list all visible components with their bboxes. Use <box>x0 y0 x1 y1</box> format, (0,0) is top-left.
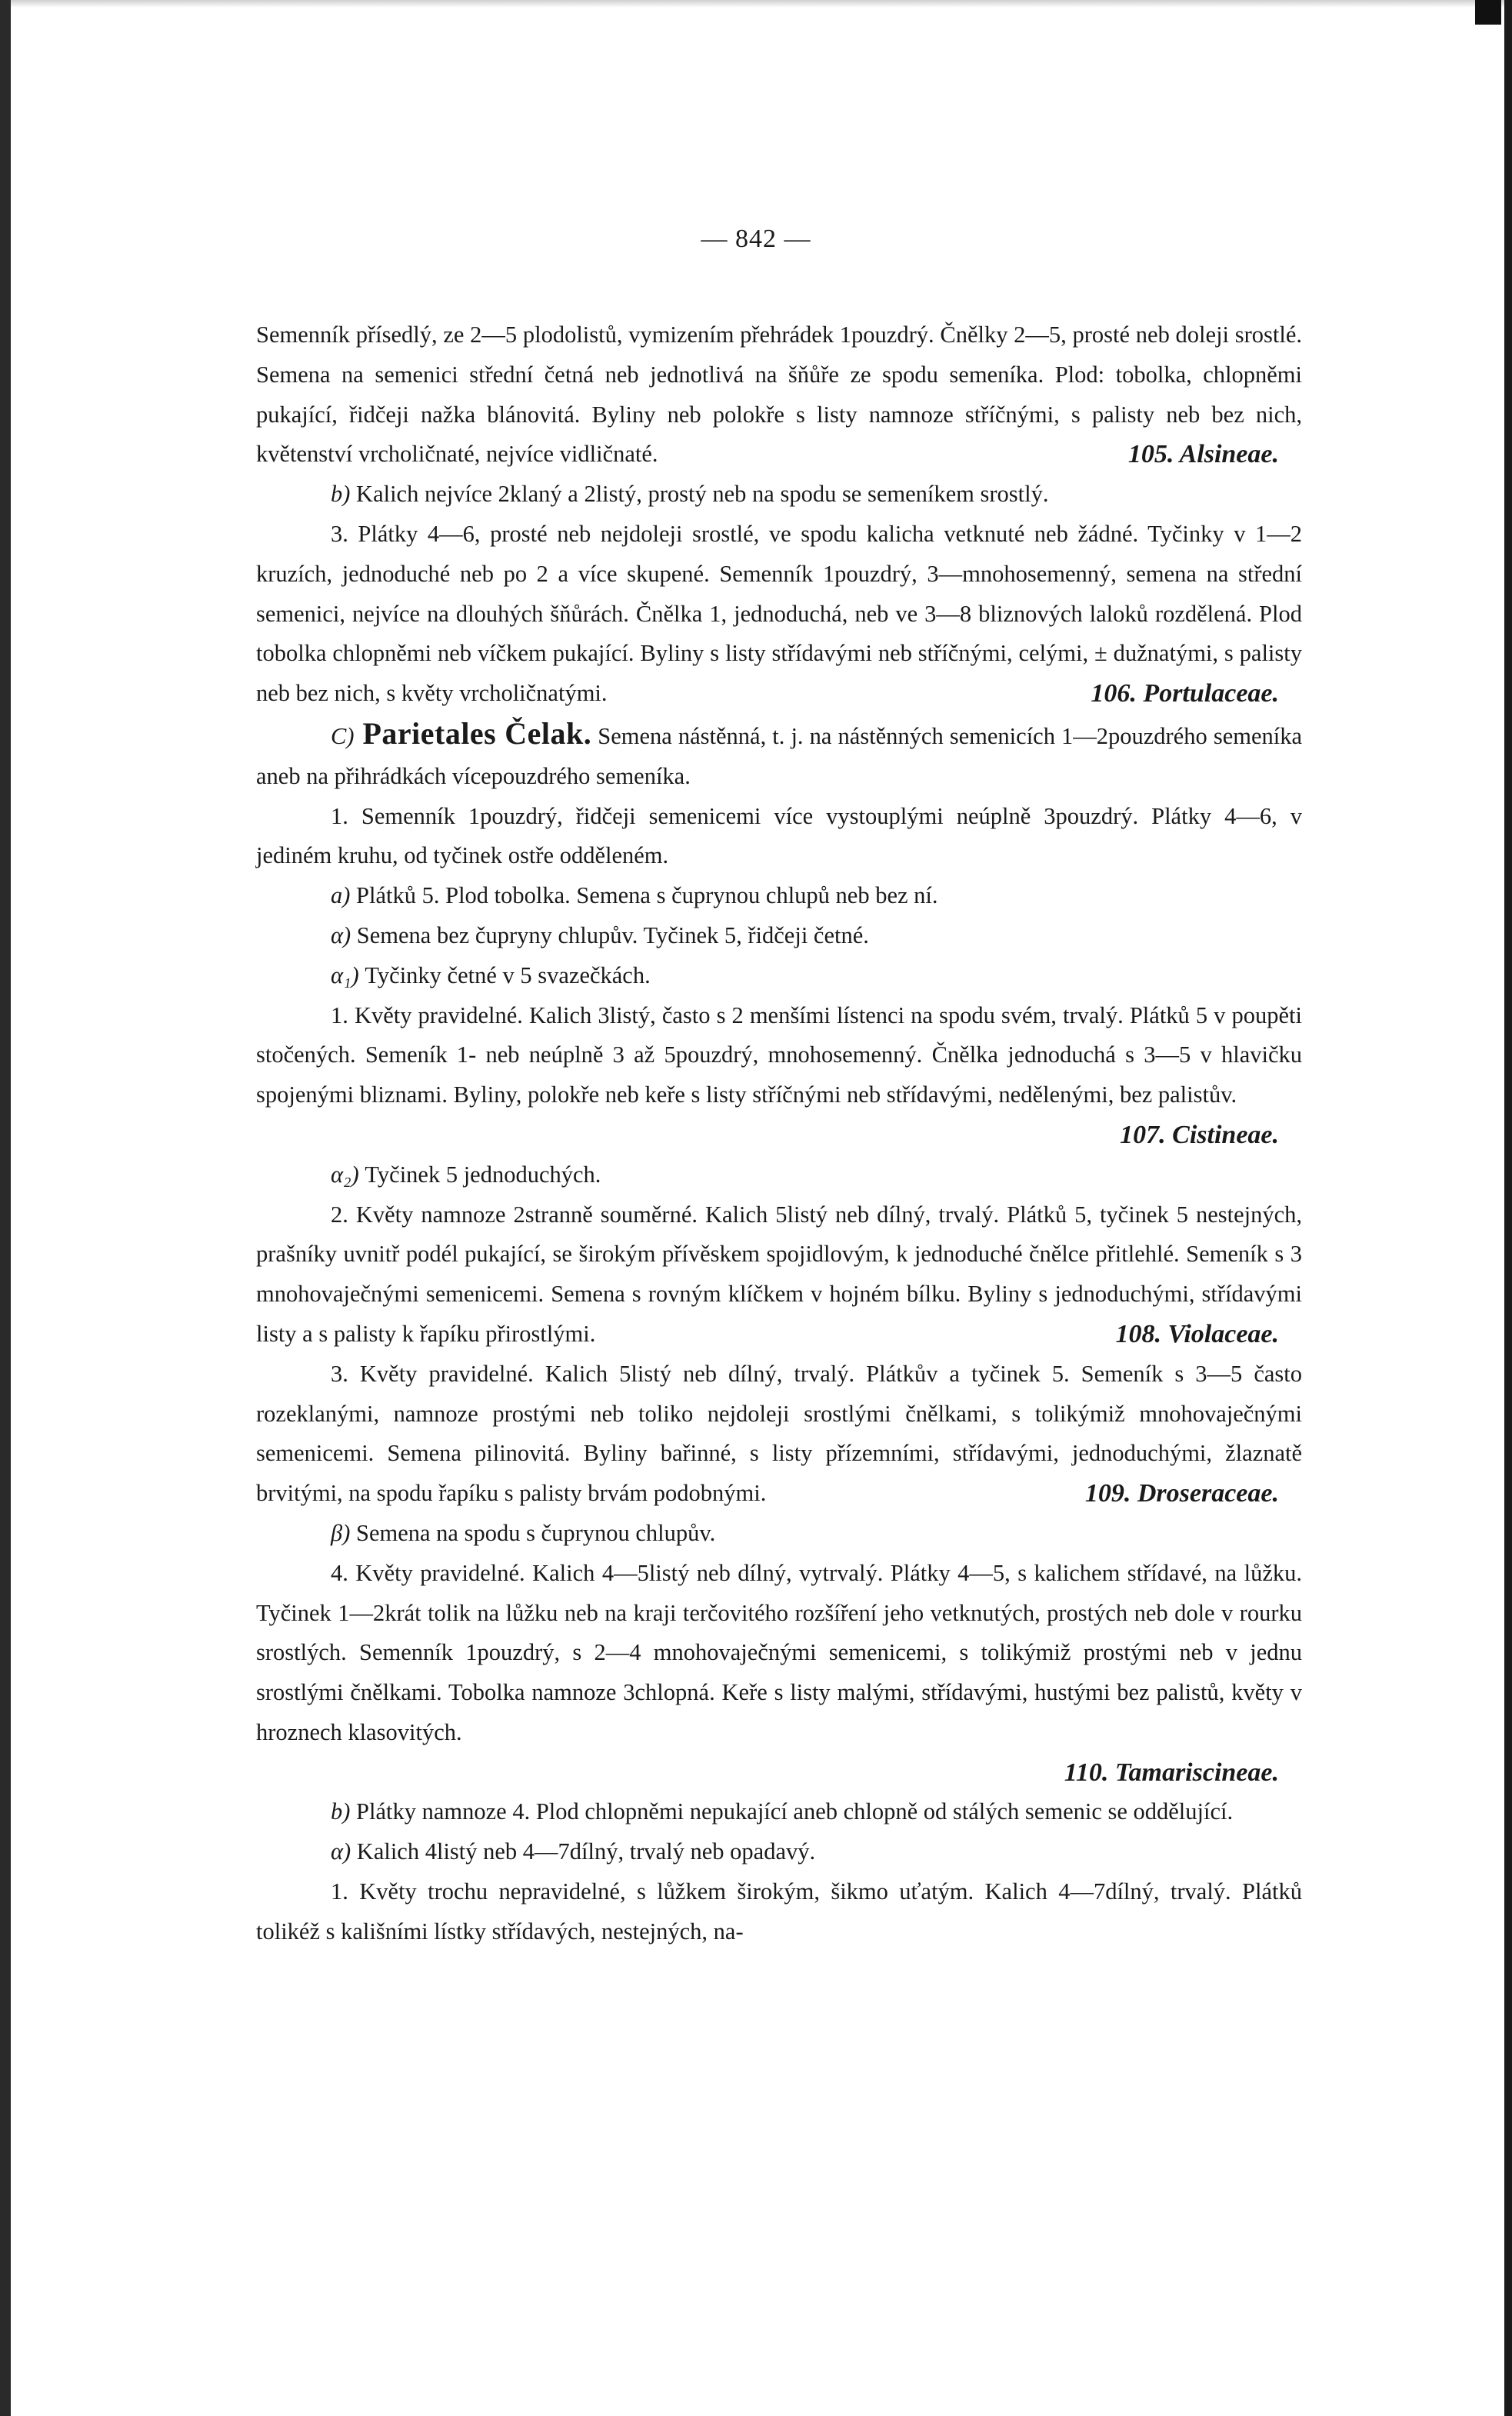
paragraph <box>256 1792 1302 1832</box>
paragraph-text: Plátků 5. Plod tobolka. Semena s čuprynou chlupů neb bez ní. <box>350 882 938 909</box>
paragraph <box>256 876 1302 916</box>
paragraph-text: Semena bez čupryny chlupův. Tyčinek 5, řidčeji četné. <box>351 921 869 948</box>
family-name: 106. Portulaceae. <box>1091 679 1279 708</box>
paragraph <box>256 1872 1302 1952</box>
paragraph-text: Semena na spodu s čuprynou chlupův. <box>350 1519 716 1546</box>
key-label: a) <box>331 882 351 909</box>
paragraph <box>256 797 1302 877</box>
paragraph-text: 2. Květy namnoze 2stranně souměrné. Kalich 5listý neb dílný, trvalý. Plátků 5, tyčinek 5 nestejných, prašníky uvnitř podél pukající, se širokým přívěskem spojidlovým, k jednoduché čnělce přitlehlé. Semeník s 3 mnohovaječnými semenicemi. Semena s rovným klíčkem v hojném bílku. Byliny s jednoduchými, střídavými listy a s palisty k řapíku přirostlými. <box>256 1201 1302 1347</box>
paragraph-text: 1. Květy pravidelné. Kalich 3listý, často s 2 menšími lístenci na spodu svém, trvalý. Plátků 5 v poupěti stočených. Semeník 1- neb neúplně 3 až 5pouzdrý, mnohosemenný. Čnělka jednoduchá s 3—5 v hlavičku spojenými bliznami. Byliny, polokře neb keře s listy stříčnými neb střídavými, nedělenými, bez palistův. <box>256 1001 1302 1108</box>
paragraph-text: Plátky namnoze 4. Plod chlopněmi nepukající aneb chlopně od stálých semenic se oddělující. <box>350 1798 1234 1825</box>
paragraph <box>256 1832 1302 1872</box>
scan-right-edge <box>1504 0 1512 2416</box>
key-label: α₁) <box>331 961 359 988</box>
paragraph-text: Kalich 4listý neb 4—7dílný, trvalý neb opadavý. <box>351 1838 816 1865</box>
paragraph <box>256 1355 1302 1514</box>
key-label: C) <box>331 722 355 749</box>
paragraph <box>256 475 1302 515</box>
paragraph-text: 3. Květy pravidelné. Kalich 5listý neb dílný, trvalý. Plátkův a tyčinek 5. Semeník s 3—5 často rozeklanými, namnoze prostými neb toliko nejdoleji srostlými čnělkami, s tolikýmiž mnohovaječnými semenicemi. Semena pilinovitá. Byliny bařinné, s listy přízemními, střídavými, jednoduchými, žlaznatě brvitými, na spodu řapíku s palisty brvám podobnými. <box>256 1360 1302 1507</box>
paragraph-text: Tyčinek 5 jednoduchých. <box>358 1161 601 1188</box>
paragraph-text: 1. Semenník 1pouzdrý, řidčeji semenicemi více vystouplými neúplně 3pouzdrý. Plátky 4—6, v jediném kruhu, od tyčinek ostře odděleném. <box>256 802 1302 869</box>
family-name: 108. Violaceae. <box>1115 1319 1279 1348</box>
family-name: 110. Tamariscineae. <box>1064 1758 1279 1787</box>
section-title: Parietales Čelak. <box>354 715 592 751</box>
family-name: 105. Alsineae. <box>1127 440 1279 469</box>
family-name: 107. Cistineae. <box>1120 1120 1279 1149</box>
paragraph <box>256 1554 1302 1793</box>
scan-left-edge <box>0 0 11 2416</box>
paragraph <box>256 1514 1302 1554</box>
paragraph-text: Tyčinky četné v 5 svazečkách. <box>358 961 651 988</box>
key-label: b) <box>331 481 351 508</box>
paragraph <box>256 916 1302 956</box>
key-label: α) <box>331 921 351 948</box>
page-number: — 842 — <box>701 225 811 253</box>
paragraph <box>256 996 1302 1155</box>
paragraph-text: 4. Květy pravidelné. Kalich 4—5listý neb dílný, vytrvalý. Plátky 4—5, s kalichem střídavé, na lůžku. Tyčinek 1—2krát tolik na lůžku neb na kraji terčovitého rozšíření jeho vetknutých, prostých neb dole v rourku srostlých. Semenník 1pouzdrý, s 2—4 mnohovaječnými semenicemi, s tolikýmiž prostými neb v jednu srostlými čnělkami. Tobolka namnoze 3chlopná. Keře s listy malými, střídavými, hustými bez palistů, květy v hroznech klasovitých. <box>256 1559 1302 1745</box>
scan-corner-mark <box>1475 0 1501 25</box>
paragraph <box>256 714 1302 797</box>
paragraph-text: Kalich nejvíce 2klaný a 2listý, prostý neb na spodu se semeníkem srostlý. <box>350 481 1049 508</box>
key-label: α₂) <box>331 1161 359 1188</box>
paragraph-text: 1. Květy trochu nepravidelné, s lůžkem širokým, šikmo uťatým. Kalich 4—7dílný, trvalý. Plátků tolikéž s kališními lístky střídavých, nestejných, na- <box>256 1878 1302 1944</box>
key-label: b) <box>331 1798 351 1825</box>
paragraph-text: Semena nástěnná, t. j. na nástěnných semenicích 1—2pouzdrého semeníka aneb na přihrádkách vícepouzdrého semeníka. <box>256 722 1302 789</box>
paragraph <box>256 956 1302 996</box>
paragraph-text: 3. Plátky 4—6, prosté neb nejdoleji srostlé, ve spodu kalicha vetknuté neb žádné. Tyčinky v 1—2 kruzích, jednoduché neb po 2 a více skupené. Semenník 1pouzdrý, 3—mnohosemenný, semena na střední semenici, nejvíce na dlouhých šňůrách. Čnělka 1, jednoduchá, neb ve 3—8 bliznových laloků rozdělená. Plod tobolka chlopněmi neb víčkem pukající. Byliny s listy střídavými neb stříčnými, celými, ± dužnatými, s palisty neb bez nich, s květy vrcholičnatými. <box>256 520 1302 707</box>
key-label: α) <box>331 1838 351 1865</box>
body-text <box>256 315 1302 1952</box>
key-label: β) <box>331 1519 351 1546</box>
scan-top-edge <box>0 0 1512 8</box>
paragraph <box>256 1195 1302 1355</box>
paragraph <box>256 315 1302 475</box>
paragraph <box>256 1155 1302 1195</box>
family-name: 109. Droseraceae. <box>1084 1479 1279 1508</box>
paragraph-text: Semenník přísedlý, ze 2—5 plodolistů, vymizením přehrádek 1pouzdrý. Čnělky 2—5, prosté neb doleji srostlé. Semena na semenici střední četná neb jednotlivá na šňůře ze spodu semeníka. Plod: tobolka, chlopněmi pukající, řidčeji nažka blánovitá. Byliny neb polokře s listy namnoze stříčnými, s palisty neb bez nich, květenství vrcholičnaté, nejvíce vidličnaté. <box>256 322 1302 468</box>
paragraph <box>256 515 1302 714</box>
